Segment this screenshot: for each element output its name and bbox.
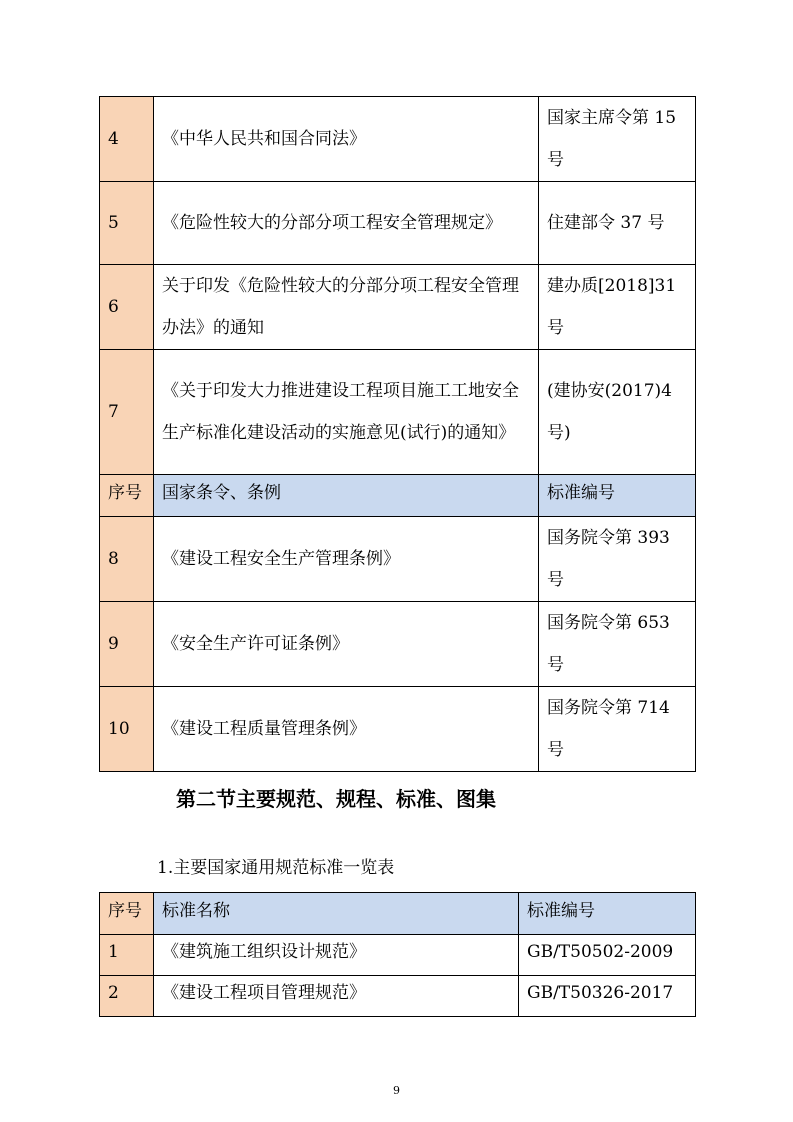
row-number: 8: [100, 517, 154, 602]
header-num: 序号: [100, 475, 154, 517]
regulation-name: 《中华人民共和国合同法》: [154, 97, 539, 182]
regulation-name: 关于印发《危险性较大的分部分项工程安全管理办法》的通知: [154, 265, 539, 350]
row-number: 10: [100, 687, 154, 772]
standard-code: 国务院令第 393 号: [539, 517, 696, 602]
row-number: 6: [100, 265, 154, 350]
row-number: 1: [100, 935, 154, 976]
page-number: 9: [393, 1084, 400, 1097]
standard-code: 建办质[2018]31 号: [539, 265, 696, 350]
table-row: [100, 265, 696, 350]
header-num: 序号: [100, 893, 154, 935]
regulations-table: [99, 96, 696, 772]
row-number: 9: [100, 602, 154, 687]
standard-code: 住建部令 37 号: [539, 182, 696, 265]
table-row: [100, 182, 696, 265]
row-number: 4: [100, 97, 154, 182]
table-row: [100, 97, 696, 182]
row-number: 7: [100, 350, 154, 475]
standard-name: 《建设工程项目管理规范》: [154, 976, 519, 1017]
standard-code: GB/T50326-2017: [519, 976, 696, 1017]
table-row: [100, 602, 696, 687]
standard-name: 《建筑施工组织设计规范》: [154, 935, 519, 976]
table-header-row: [100, 893, 696, 935]
table-header-row: [100, 475, 696, 517]
regulation-name: 《关于印发大力推进建设工程项目施工工地安全生产标准化建设活动的实施意见(试行)的通知》: [154, 350, 539, 475]
standard-code: 国家主席令第 15 号: [539, 97, 696, 182]
header-name: 国家条令、条例: [154, 475, 539, 517]
standards-table: [99, 892, 696, 1017]
header-code: 标准编号: [519, 893, 696, 935]
standard-code: (建协安(2017)4 号): [539, 350, 696, 475]
regulation-name: 《危险性较大的分部分项工程安全管理规定》: [154, 182, 539, 265]
regulation-name: 《建设工程安全生产管理条例》: [154, 517, 539, 602]
standard-code: GB/T50502-2009: [519, 935, 696, 976]
standard-code: 国务院令第 714 号: [539, 687, 696, 772]
table-row: [100, 517, 696, 602]
row-number: 2: [100, 976, 154, 1017]
table-row: [100, 350, 696, 475]
header-name: 标准名称: [154, 893, 519, 935]
section-title: 第二节主要规范、规程、标准、图集: [176, 787, 496, 811]
standard-code: 国务院令第 653 号: [539, 602, 696, 687]
row-number: 5: [100, 182, 154, 265]
table-row: [100, 935, 696, 976]
regulation-name: 《安全生产许可证条例》: [154, 602, 539, 687]
list-title: 1.主要国家通用规范标准一览表: [157, 858, 395, 878]
table-row: [100, 687, 696, 772]
header-code: 标准编号: [539, 475, 696, 517]
regulation-name: 《建设工程质量管理条例》: [154, 687, 539, 772]
table-row: [100, 976, 696, 1017]
